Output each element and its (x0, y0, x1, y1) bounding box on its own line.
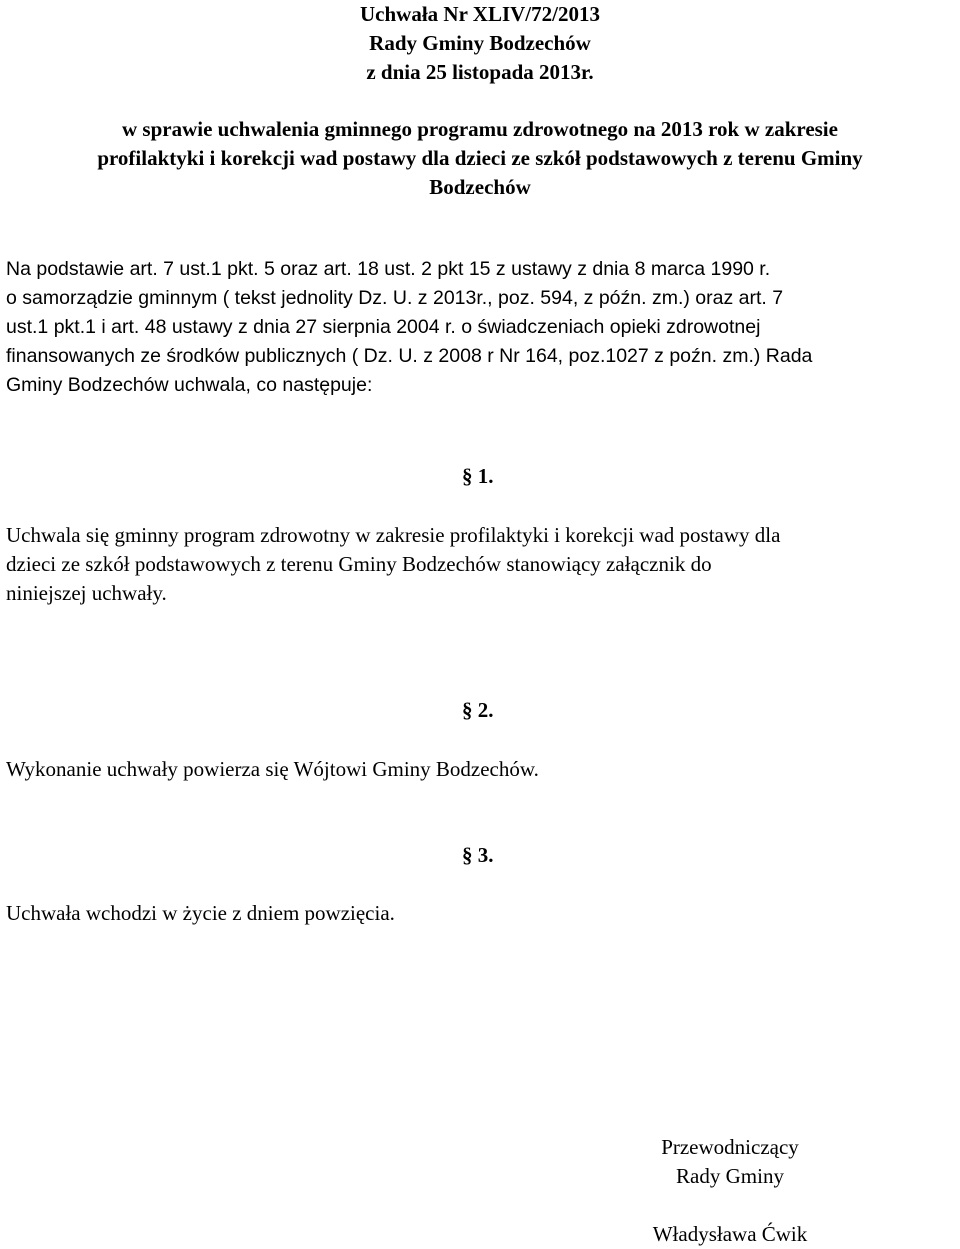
section-2-text (6, 755, 539, 784)
resolution-date: z dnia 25 listopada 2013r. (366, 60, 594, 84)
section-3-line: Uchwała wchodzi w życie z dniem powzięcia. (6, 901, 395, 925)
signature-body: Rady Gminy (676, 1164, 784, 1188)
subject-line: Bodzechów (429, 175, 531, 199)
section-3-mark: § 3. (462, 843, 494, 867)
document-header (0, 0, 960, 87)
legal-basis-line: finansowanych ze środków publicznych ( Dz. U. z 2008 r Nr 164, poz.1027 z poźn. zm.) Rada (6, 345, 813, 367)
section-1-line: niniejszej uchwały. (6, 581, 167, 605)
legal-basis-line: ust.1 pkt.1 i art. 48 ustawy z dnia 27 sierpnia 2004 r. o świadczeniach opieki zdrowotnej (6, 316, 761, 338)
section-3-text (6, 899, 395, 928)
signature-gap (620, 1191, 840, 1220)
section-1-line: dzieci ze szkół podstawowych z terenu Gminy Bodzechów stanowiący załącznik do (6, 552, 712, 576)
council-name: Rady Gminy Bodzechów (369, 31, 591, 55)
legal-basis-line: o samorządzie gminnym ( tekst jednolity Dz. U. z 2013r., poz. 594, z późn. zm.) oraz art. 7 (6, 287, 784, 309)
legal-basis-line: Gminy Bodzechów uchwala, co następuje: (6, 374, 373, 396)
resolution-subject (0, 115, 960, 202)
section-1-text (6, 521, 780, 608)
section-1-mark: § 1. (462, 464, 494, 488)
section-1-line: Uchwala się gminny program zdrowotny w zakresie profilaktyki i korekcji wad postawy dla (6, 523, 781, 547)
legal-basis (6, 255, 812, 400)
subject-line: profilaktyki i korekcji wad postawy dla dzieci ze szkół podstawowych z terenu Gminy (97, 146, 863, 170)
signature-block (620, 1133, 840, 1249)
resolution-number: Uchwała Nr XLIV/72/2013 (360, 2, 600, 26)
legal-basis-line: Na podstawie art. 7 ust.1 pkt. 5 oraz art. 18 ust. 2 pkt 15 z ustawy z dnia 8 marca 1990 r. (6, 258, 771, 280)
signature-name: Władysława Ćwik (652, 1222, 808, 1246)
signature-title: Przewodniczący (661, 1135, 799, 1159)
section-2-mark: § 2. (462, 698, 494, 722)
subject-line: w sprawie uchwalenia gminnego programu zdrowotnego na 2013 rok w zakresie (122, 117, 838, 141)
section-2-line: Wykonanie uchwały powierza się Wójtowi Gminy Bodzechów. (6, 757, 539, 781)
